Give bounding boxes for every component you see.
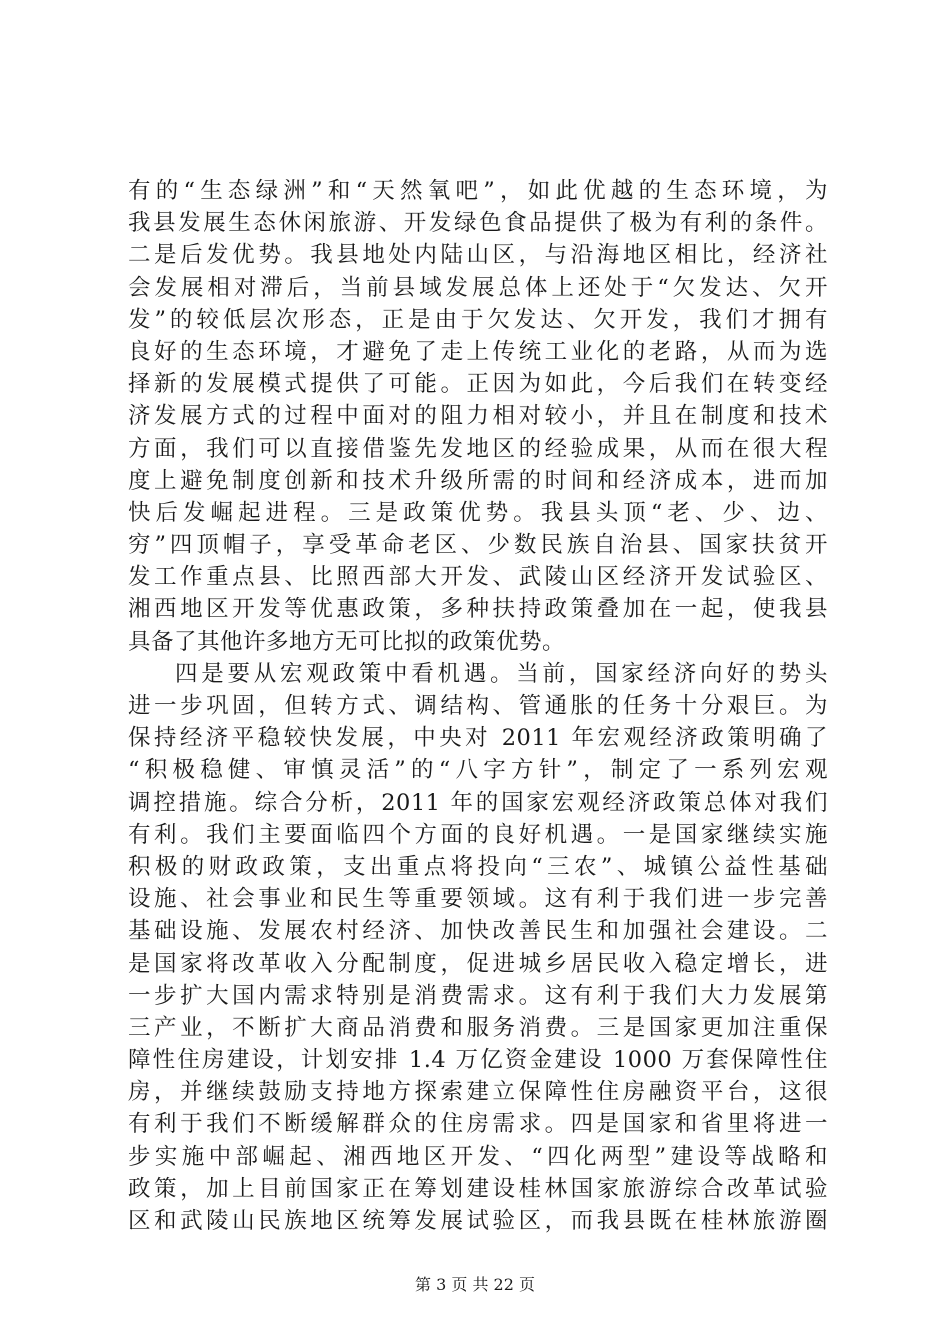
text-line: 我县发展生态休闲旅游、开发绿色食品提供了极为有利的条件。 — [128, 210, 828, 237]
text-line: 积极的财政政策，支出重点将投向“三农”、城镇公益性基础 — [128, 853, 828, 880]
text-line: 济发展方式的过程中面对的阻力相对较小，并且在制度和技术 — [128, 403, 828, 430]
text-line: 择新的发展模式提供了可能。正因为如此，今后我们在转变经 — [128, 371, 828, 398]
text-line: 设施、社会事业和民生等重要领域。这有利于我们进一步完善 — [128, 886, 828, 913]
text-line: “积极稳健、审慎灵活”的“八字方针”，制定了一系列宏观 — [128, 757, 828, 784]
text-line: 是国家将改革收入分配制度，促进城乡居民收入稳定增长，进 — [128, 950, 828, 977]
text-line: 保持经济平稳较快发展，中央对 2011 年宏观经济政策明确了 — [128, 725, 828, 752]
text-line: 障性住房建设，计划安排 1.4 万亿资金建设 1000 万套保障性住 — [128, 1047, 828, 1074]
text-line: 二是后发优势。我县地处内陆山区，与沿海地区相比，经济社 — [128, 242, 828, 269]
text-line: 有的“生态绿洲”和“天然氧吧”，如此优越的生态环境，为 — [128, 178, 828, 204]
document-body — [128, 175, 828, 1237]
text-line: 政策，加上目前国家正在筹划建设桂林国家旅游综合改革试验 — [128, 1175, 828, 1202]
text-line: 会发展相对滞后，当前县域发展总体上还处于“欠发达、欠开 — [128, 274, 828, 301]
text-line: 快后发崛起进程。三是政策优势。我县头顶“老、少、边、 — [128, 499, 828, 526]
text-line: 房，并继续鼓励支持地方探索建立保障性住房融资平台，这很 — [128, 1079, 828, 1106]
text-line: 有利。我们主要面临四个方面的良好机遇。一是国家继续实施 — [128, 821, 828, 848]
text-line: 方面，我们可以直接借鉴先发地区的经验成果，从而在很大程 — [128, 435, 828, 462]
text-line: 一步扩大国内需求特别是消费需求。这有利于我们大力发展第 — [128, 982, 828, 1009]
text-line: 良好的生态环境，才避免了走上传统工业化的老路，从而为选 — [128, 338, 828, 365]
text-line: 穷”四顶帽子，享受革命老区、少数民族自治县、国家扶贫开 — [128, 532, 828, 559]
text-line: 有利于我们不断缓解群众的住房需求。四是国家和省里将进一 — [128, 1111, 828, 1138]
text-line: 度上避免制度创新和技术升级所需的时间和经济成本，进而加 — [128, 467, 828, 494]
text-line: 步实施中部崛起、湘西地区开发、“四化两型”建设等战略和 — [128, 1143, 828, 1170]
text-line: 基础设施、发展农村经济、加快改善民生和加强社会建设。二 — [128, 918, 828, 945]
text-line: 进一步巩固，但转方式、调结构、管通胀的任务十分艰巨。为 — [128, 693, 828, 719]
paragraph-start-line: 四是要从宏观政策中看机遇。当前，国家经济向好的势头 — [175, 660, 828, 687]
text-line: 发工作重点县、比照西部大开发、武陵山区经济开发试验区、 — [128, 564, 828, 591]
text-line: 三产业，不断扩大商品消费和服务消费。三是国家更加注重保 — [128, 1014, 828, 1041]
page-number-footer: 第 3 页 共 22 页 — [415, 1275, 535, 1294]
text-line: 具备了其他许多地方无可比拟的政策优势。 — [128, 628, 566, 655]
text-line: 调控措施。综合分析，2011 年的国家宏观经济政策总体对我们 — [128, 789, 828, 816]
text-line: 湘西地区开发等优惠政策，多种扶持政策叠加在一起，使我县 — [128, 596, 828, 623]
text-line: 发”的较低层次形态，正是由于欠发达、欠开发，我们才拥有 — [128, 306, 828, 333]
text-line: 区和武陵山民族地区统筹发展试验区，而我县既在桂林旅游圈 — [128, 1208, 828, 1234]
